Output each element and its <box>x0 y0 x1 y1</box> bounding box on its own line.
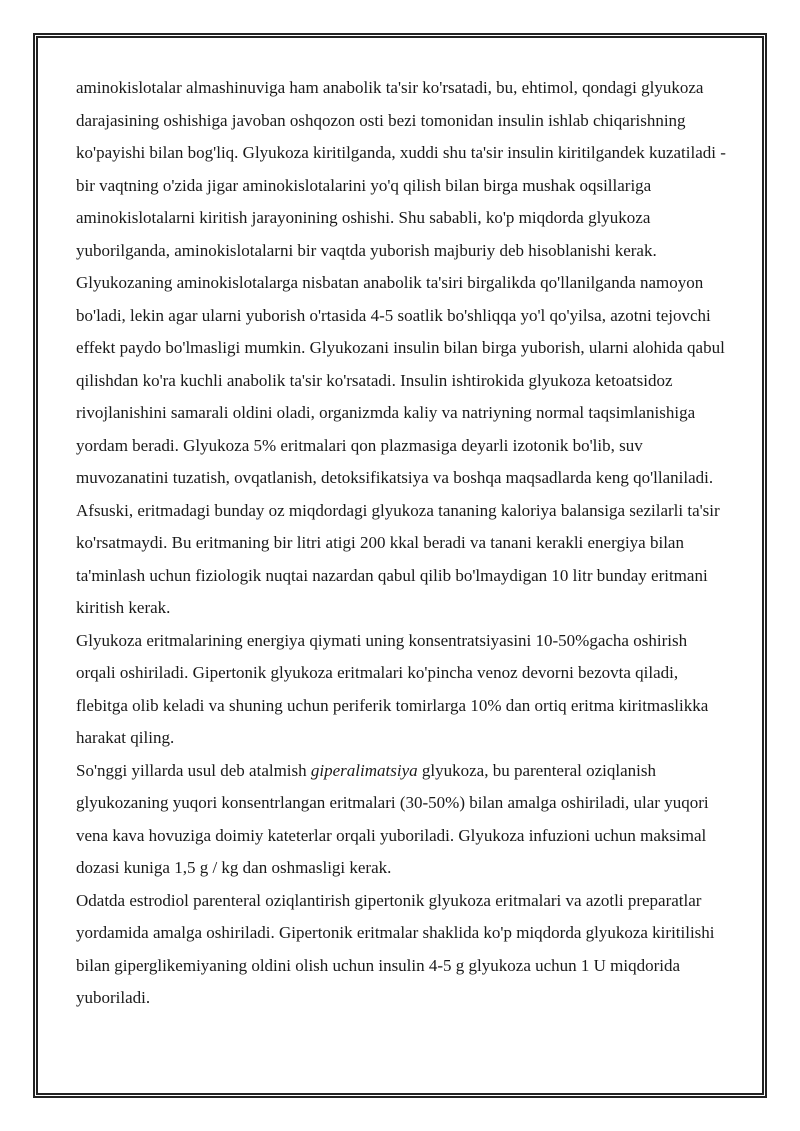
document-body <box>76 72 726 1015</box>
paragraph-3-text-start: So'nggi yillarda usul deb atalmish <box>76 760 311 780</box>
paragraph-3 <box>76 755 726 885</box>
paragraph-1: aminokislotalar almashinuviga ham anabolik ta'sir ko'rsatadi, bu, ehtimol, qondagi glyukoza darajasining oshishiga javoban oshqozon osti bezi tomonidan insulin ishlab chiqarishning ko'payishi bilan bog'liq. Glyukoza kiritilganda, xuddi shu ta'sir insulin kiritilgandek kuzatiladi - bir vaqtning o'zida jigar aminokislotalarini yo'q qilish bilan birga mushak oqsillariga aminokislotalarni kiritish jarayonining oshishi. Shu sababli, ko'p miqdorda glyukoza yuborilganda, aminokislotalarni bir vaqtda yuborish majburiy deb hisoblanishi kerak. Glyukozaning aminokislotalarga nisbatan anabolik ta'siri birgalikda qo'llanilganda namoyon bo'ladi, lekin agar ularni yuborish o'rtasida 4-5 soatlik bo'shliqqa yo'l qo'yilsa, azotni tejovchi effekt paydo bo'lmasligi mumkin. Glyukozani insulin bilan birga yuborish, ularni alohida qabul qilishdan ko'ra kuchli anabolik ta'sir ko'rsatadi. Insulin ishtirokida glyukoza ketoatsidoz rivojlanishini samarali oldini oladi, organizmda kaliy va natriyning normal taqsimlanishiga yordam beradi. Glyukoza 5% eritmalari qon plazmasiga deyarli izotonik bo'lib, suv muvozanatini tuzatish, ovqatlanish, detoksifikatsiya va boshqa maqsadlarda keng qo'llaniladi. Afsuski, eritmadagi bunday oz miqdordagi glyukoza tananing kaloriya balansiga sezilarli ta'sir ko'rsatmaydi. Bu eritmaning bir litri atigi 200 kkal beradi va tanani kerakli energiya bilan ta'minlash uchun fiziologik nuqtai nazardan qabul qilib bo'lmaydigan 10 litr bunday eritmani kiritish kerak. <box>76 78 726 617</box>
paragraph-2: Glyukoza eritmalarining energiya qiymati uning konsentratsiyasini 10-50%gacha oshirish orqali oshiriladi. Gipertonik glyukoza eritmalari ko'pincha venoz devorni bezovta qiladi, flebitga olib keladi va shuning uchun periferik tomirlarga 10% dan ortiq eritma kiritmaslikka harakat qiling. <box>76 630 709 747</box>
paragraph-4: Odatda estrodiol parenteral oziqlantirish gipertonik glyukoza eritmalari va azotli preparatlar yordamida amalga oshiriladi. Gipertonik eritmalar shaklida ko'p miqdorda glyukoza kiritilishi bilan giperglikemiyaning oldini olish uchun insulin 4-5 g glyukoza uchun 1 U miqdorida yuboriladi. <box>76 890 715 1007</box>
paragraph-3-text-end: glyukoza, bu parenteral oziqlanish glyukozaning yuqori konsentrlangan eritmalari (30-50%) bilan amalga oshiriladi, ular yuqori vena kava hovuziga doimiy kateterlar orqali yuboriladi. Glyukoza infuzioni uchun maksimal dozasi kuniga 1,5 g / kg dan oshmasligi kerak. <box>76 760 709 877</box>
paragraph-3-italic-term: giperalimatsiya <box>310 760 418 780</box>
